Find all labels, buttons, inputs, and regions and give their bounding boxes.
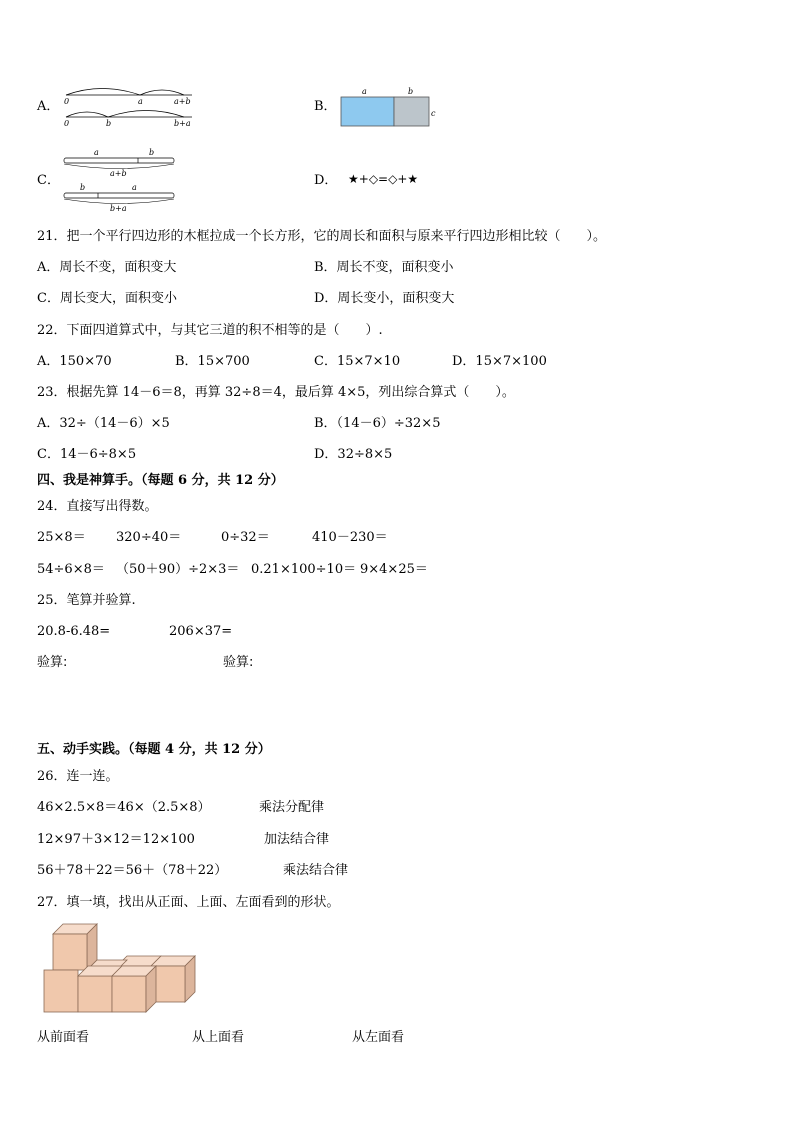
fig-c-bottom-sum: b+a [110, 204, 127, 213]
q26-right-2[interactable]: 加法结合律 [264, 832, 330, 847]
q22-option-c[interactable]: C．15×7×10 [314, 354, 401, 369]
q26-right-1[interactable]: 乘法分配律 [259, 800, 325, 815]
star-diamond-equation: ★+◇=◇+★ [348, 172, 419, 186]
q25-check-1: 验算: [37, 655, 68, 670]
section-4-title: 四、我是神算手。（每题 6 分，共 12 分） [37, 473, 284, 488]
q22-stem: 22．下面四道算式中，与其它三道的积不相等的是（ ）. [37, 323, 383, 338]
q24-row2-item1: 54÷6×8＝ [37, 562, 105, 577]
fig-c-bottom-b: b [80, 183, 86, 192]
q24-row1-item2: 320÷40＝ [116, 530, 182, 545]
q21-option-a[interactable]: A．周长不变，面积变大 [37, 260, 177, 275]
fig-a-r1-zero: 0 [64, 97, 70, 106]
q24-stem: 24．直接写出得数。 [37, 499, 158, 514]
fig-c-top-b: b [149, 148, 155, 157]
q23-option-c[interactable]: C．14－6÷8×5 [37, 447, 137, 462]
section-5-title: 五、动手实践。（每题 4 分，共 12 分） [37, 742, 271, 757]
q23-stem: 23．根据先算 14－6＝8，再算 32÷8＝4，最后算 4×5，列出综合算式（ ）。 [37, 385, 515, 400]
view-top-label: 从上面看 [192, 1030, 245, 1045]
q23-option-d[interactable]: D．32÷8×5 [314, 447, 393, 462]
fig-a-r1-ab: a+b [174, 97, 191, 106]
q21-option-c[interactable]: C．周长变大，面积变小 [37, 291, 177, 306]
q27-stem: 27．填一填，找出从正面、上面、左面看到的形状。 [37, 895, 340, 910]
q26-left-3[interactable]: 56＋78＋22＝56＋（78＋22） [37, 863, 228, 878]
fig-c-top-a: a [94, 148, 99, 157]
q26-left-1[interactable]: 46×2.5×8＝46×（2.5×8） [37, 800, 211, 815]
fig-b-c: c [431, 109, 436, 118]
q24-row2-item3: 0.21×100÷10＝ [251, 562, 357, 577]
fig-b-b: b [408, 87, 414, 96]
q23-option-b[interactable]: B．（14－6）÷32×5 [314, 416, 441, 431]
q22-option-b[interactable]: B．15×700 [175, 354, 250, 369]
fig-b-a: a [362, 87, 367, 96]
fig-c-top-sum: a+b [110, 169, 127, 178]
q25-problem-1: 20.8-6.48= [37, 624, 111, 639]
q26-right-3[interactable]: 乘法结合律 [283, 863, 349, 878]
fig-a-r2-zero: 0 [64, 119, 70, 128]
q22-option-a[interactable]: A．150×70 [37, 354, 112, 369]
q24-row2-item2: （50＋90）÷2×3＝ [116, 562, 240, 577]
fig-a-r2-b: b [106, 119, 112, 128]
cube-stack-figure [40, 922, 175, 1017]
q24-row1-item3: 0÷32＝ [221, 530, 270, 545]
rectangle-figure-b [338, 84, 438, 129]
q26-stem: 26．连一连。 [37, 769, 119, 784]
q21-option-d[interactable]: D．周长变小，面积变大 [314, 291, 455, 306]
q21-option-b[interactable]: B．周长不变，面积变小 [314, 260, 454, 275]
option-b-label: B． [314, 99, 337, 114]
q21-stem: 21．把一个平行四边形的木框拉成一个长方形，它的周长和面积与原来平行四边形相比较（ ）。 [37, 229, 607, 244]
q23-option-a[interactable]: A．32÷（14－6）×5 [37, 416, 170, 431]
q25-check-2: 验算: [223, 655, 254, 670]
q26-left-2[interactable]: 12×97＋3×12＝12×100 [37, 832, 195, 847]
q22-option-d[interactable]: D．15×7×100 [452, 354, 547, 369]
q24-row1-item1: 25×8＝ [37, 530, 86, 545]
fig-a-r2-ba: b+a [174, 119, 191, 128]
segment-figure-c [60, 145, 185, 215]
fig-c-bottom-a: a [132, 183, 137, 192]
q25-stem: 25．笔算并验算. [37, 593, 136, 608]
option-d-label: D． [314, 173, 338, 188]
view-front-label: 从前面看 [37, 1030, 90, 1045]
option-a-label: A． [37, 99, 60, 114]
fig-a-r1-a: a [138, 97, 143, 106]
q25-problem-2: 206×37= [169, 624, 233, 639]
q24-row1-item4: 410－230＝ [312, 530, 388, 545]
q24-row2-item4: 9×4×25＝ [360, 562, 428, 577]
view-left-label: 从左面看 [352, 1030, 405, 1045]
option-c-label: C． [37, 173, 60, 188]
number-line-figure-a [62, 82, 202, 132]
